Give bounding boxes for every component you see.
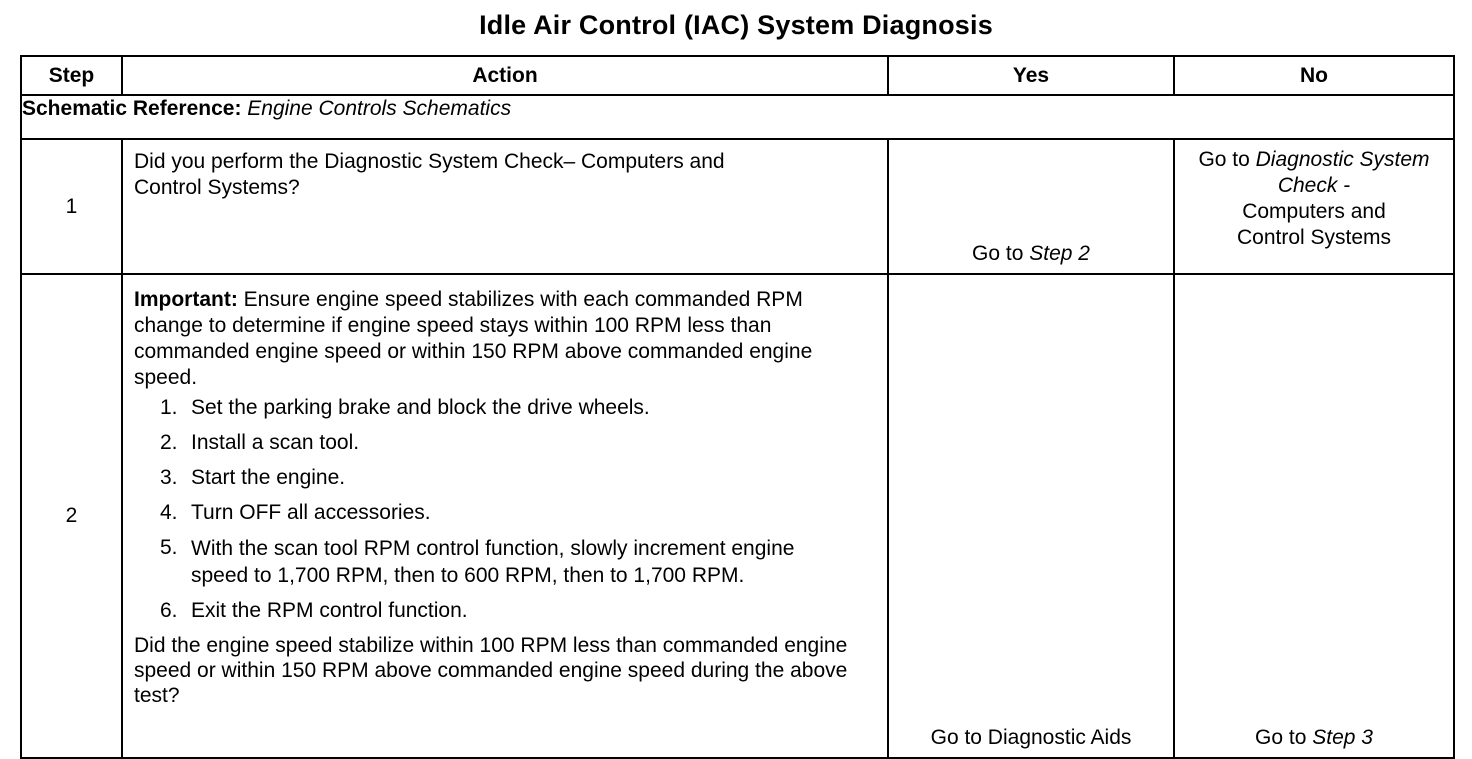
no-cell	[1174, 274, 1454, 758]
important-note	[134, 287, 877, 391]
substep-number: 6.	[160, 599, 178, 622]
header-step: Step	[21, 56, 122, 95]
header-action: Action	[122, 56, 888, 95]
substep-text: With the scan tool RPM control function, slowly increment engine speed to 1,700 RPM, then to 600 RPM, then to 1,700 RPM.	[191, 537, 795, 587]
substep-text: Turn OFF all accessories.	[191, 501, 431, 524]
no-prefix: Go to	[1198, 148, 1256, 171]
list-item	[160, 535, 877, 589]
substep-number: 5.	[160, 536, 178, 559]
action-text	[122, 139, 888, 274]
header-no: No	[1174, 56, 1454, 95]
important-label: Important:	[134, 288, 238, 311]
step-question: Did the engine speed stabilize within 100 RPM less than commanded engine speed or within 150 RPM above commanded engine speed during the above test?	[134, 634, 848, 707]
substep-text: Set the parking brake and block the drive wheels.	[191, 396, 650, 419]
diagnosis-table	[20, 55, 1455, 759]
yes-diagnostic-aids-link[interactable]: Go to Diagnostic Aids	[930, 726, 1132, 749]
substep-text: Exit the RPM control function.	[191, 599, 468, 622]
substep-number: 3.	[160, 466, 178, 489]
page-title: Idle Air Control (IAC) System Diagnosis	[479, 10, 993, 40]
list-item	[160, 395, 877, 421]
substep-list	[134, 395, 877, 624]
substep-text: Install a scan tool.	[191, 431, 360, 454]
header-yes: Yes	[888, 56, 1174, 95]
substep-number: 4.	[160, 501, 178, 524]
yes-cell	[888, 139, 1174, 274]
list-item	[160, 598, 877, 624]
header-row	[21, 56, 1454, 95]
step-number: 1	[21, 139, 122, 274]
schematic-label: Schematic Reference:	[22, 97, 242, 120]
substep-number: 2.	[160, 431, 178, 454]
substep-number: 1.	[160, 396, 178, 419]
no-cell	[1174, 139, 1454, 274]
no-suffix: Computers and Control Systems	[1236, 200, 1392, 249]
substep-text: Start the engine.	[191, 466, 346, 489]
schematic-reference-row	[21, 95, 1454, 139]
step-number: 2	[21, 274, 122, 758]
table-row	[21, 139, 1454, 274]
action-text	[122, 274, 888, 758]
list-item	[160, 465, 877, 491]
yes-step-link[interactable]: Step 2	[1029, 242, 1090, 265]
yes-prefix: Go to	[972, 242, 1030, 265]
list-item	[160, 500, 877, 526]
schematic-reference	[21, 95, 1454, 139]
no-step-link[interactable]: Step 3	[1312, 726, 1373, 749]
yes-cell	[888, 274, 1174, 758]
list-item	[160, 430, 877, 456]
no-diagnostic-link[interactable]: Diagnostic System Check -	[1255, 148, 1430, 197]
table-row	[21, 274, 1454, 758]
important-text: Ensure engine speed stabilizes with each commanded RPM change to determine if engine speed stays within 100 RPM less than commanded engine speed or within 150 RPM above commanded engine speed.	[134, 288, 813, 389]
action-question: Did you perform the Diagnostic System Check– Computers and Control Systems?	[134, 150, 725, 199]
no-prefix: Go to	[1255, 726, 1313, 749]
schematic-value: Engine Controls Schematics	[247, 97, 512, 120]
